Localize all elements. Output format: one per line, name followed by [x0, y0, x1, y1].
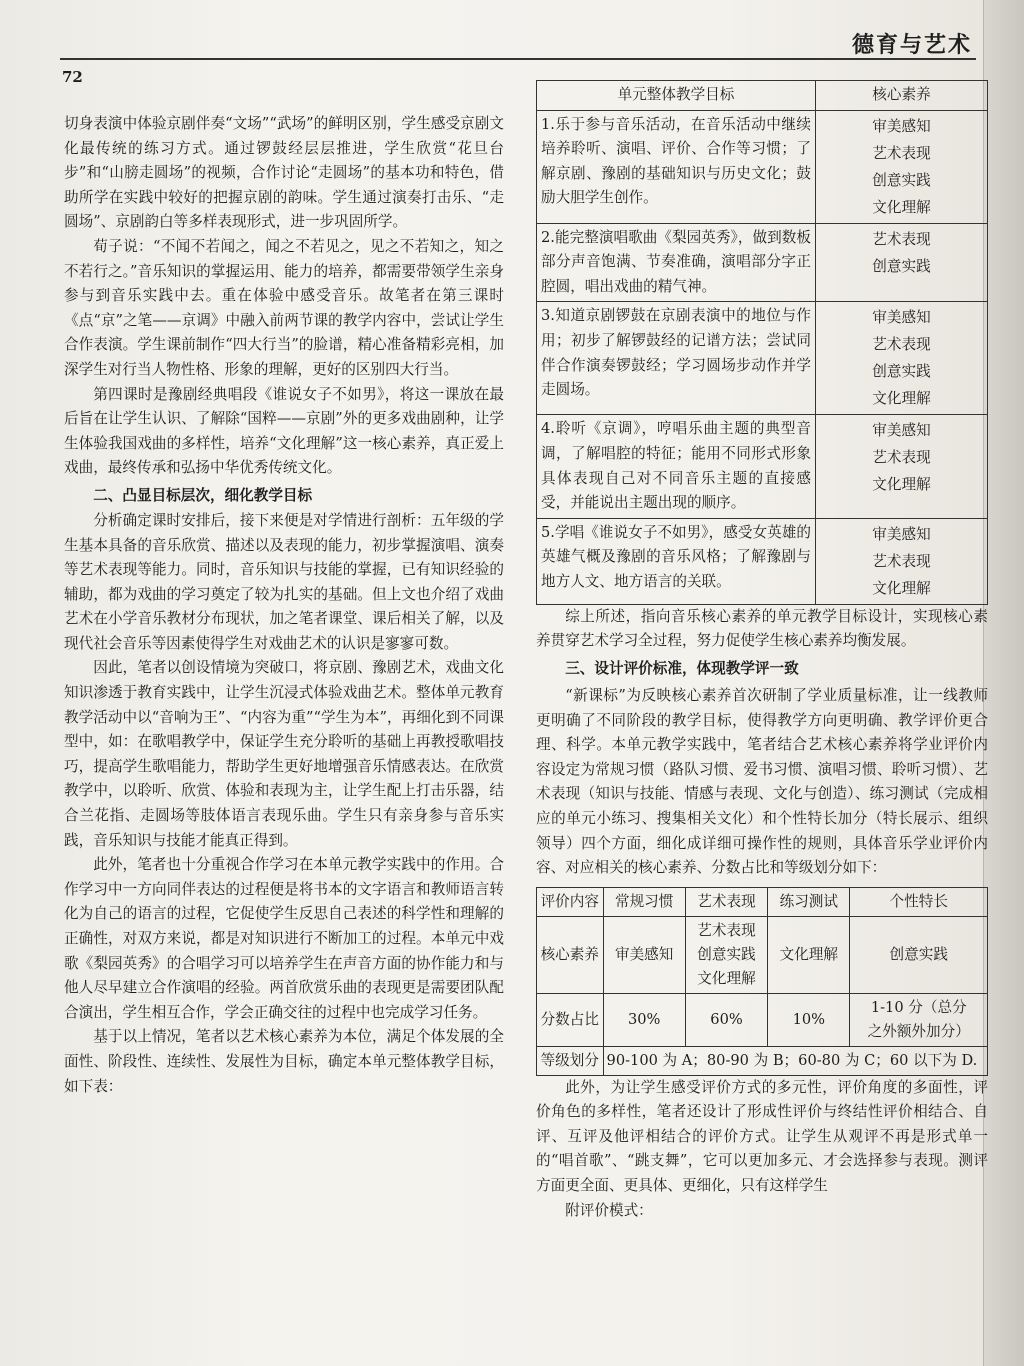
- section-heading: 二、凸显目标层次，细化教学目标: [93, 486, 313, 504]
- literacy-item: 审美感知: [872, 309, 931, 327]
- paragraph: “新课标”为反映核心素养首次研制了学业质量标准，让一线教师更明确了不同阶段的教学目标，使得教学方向更明确、教学评价更合理、科学。本单元教学实践中，笔者结合艺术核心素养将学业评价内容设定为常规习惯（路队习惯、爱书习惯、演唱习惯、聆听习惯）、艺术表现（知识与技能、情感与表现、文化与创造）、练习测试（完成相应的单元小练习、搜集相关文化）和个性特长加分（特长展示、组织领导）四个方面，细化成详细可操作性的规则，具体音乐学业评价内容、对应相关的核心素养、分数占比和等级划分如下：: [536, 686, 988, 877]
- paragraph: 附评价模式：: [565, 1201, 653, 1219]
- eval-cell: 创意实践: [850, 916, 988, 993]
- literacy-item: 创意实践: [872, 257, 931, 275]
- literacy-cell: [816, 415, 988, 518]
- literacy-item: 艺术表现: [872, 230, 931, 248]
- eval-cell-line: 创意实践: [697, 945, 756, 963]
- literacy-item: 艺术表现: [872, 449, 931, 467]
- literacy-item: 审美感知: [872, 422, 931, 440]
- eval-cell: 审美感知: [603, 916, 685, 993]
- table-row: [537, 518, 988, 604]
- eval-cell: 30%: [603, 993, 685, 1046]
- evaluation-table: [536, 887, 988, 1076]
- table-row: [537, 110, 988, 223]
- eval-cell: 10%: [768, 993, 850, 1046]
- literacy-item: 文化理解: [872, 198, 931, 216]
- page-number: 72: [62, 68, 83, 86]
- paragraph: 基于以上情况，笔者以艺术核心素养为本位，满足个体发展的全面性、阶段性、连续性、发展性为目标，确定本单元整体教学目标，如下表：: [64, 1028, 504, 1095]
- goals-table: [536, 80, 988, 605]
- literacy-item: 文化理解: [872, 476, 931, 494]
- literacy-item: 文化理解: [872, 390, 931, 408]
- literacy-item: 艺术表现: [872, 336, 931, 354]
- table-row: [537, 415, 988, 518]
- right-column: [536, 80, 988, 1223]
- eval-cell: [685, 916, 767, 993]
- literacy-cell: [816, 223, 988, 302]
- eval-grade-text: 90-100 为 A；80-90 为 B；60-80 为 C；60 以下为 D.: [603, 1046, 987, 1075]
- literacy-item: 审美感知: [872, 117, 931, 135]
- eval-header: 个性特长: [850, 887, 988, 916]
- literacy-item: 文化理解: [872, 579, 931, 597]
- table-row: [537, 993, 988, 1046]
- literacy-item: 创意实践: [872, 171, 931, 189]
- eval-header: 练习测试: [768, 887, 850, 916]
- eval-header: 常规习惯: [603, 887, 685, 916]
- eval-cell-line: 1-10 分（总分: [870, 998, 967, 1016]
- table-row: [537, 916, 988, 993]
- paragraph: 综上所述，指向音乐核心素养的单元教学目标设计，实现核心素养贯穿艺术学习全过程，努力促使学生核心素养均衡发展。: [536, 607, 988, 650]
- paragraph: 切身表演中体验京剧伴奏“文场”“武场”的鲜明区别，学生感受京剧文化最传统的练习方式。通过锣鼓经层层推进，学生欣赏“花旦台步”和“山膀走圆场”的视频，合作讨论“走圆场”的基本功和特色，借助所学在实践中较好的把握京剧的韵味。学生通过演奏打击乐、“走圆场”、京剧韵白等多样表现形式，进一步巩固所学。: [64, 115, 504, 231]
- literacy-cell: [816, 518, 988, 604]
- goals-header-literacy: 核心素养: [816, 81, 988, 111]
- eval-row-label: 等级划分: [537, 1046, 604, 1075]
- header-rule: [60, 58, 976, 60]
- paragraph: 第四课时是豫剧经典唱段《谁说女子不如男》，将这一课放在最后旨在让学生认识、了解除“国粹——京剧”外的更多戏曲剧种，让学生体验我国戏曲的多样性，培养“文化理解”这一核心素养，真正爱上戏曲，最终传承和弘扬中华优秀传统文化。: [64, 385, 504, 477]
- literacy-item: 艺术表现: [872, 552, 931, 570]
- section-heading: 三、设计评价标准，体现教学评一致: [565, 659, 799, 677]
- section-title: 德育与艺术: [851, 33, 972, 58]
- literacy-item: 艺术表现: [872, 144, 931, 162]
- table-row: [537, 223, 988, 302]
- eval-cell-line: 艺术表现: [697, 921, 756, 939]
- eval-row-label: 核心素养: [537, 916, 604, 993]
- literacy-item: 审美感知: [872, 525, 931, 543]
- adjacent-page-edge: [983, 0, 1024, 1366]
- literacy-item: 创意实践: [872, 363, 931, 381]
- paragraph: 此外，为让学生感受评价方式的多元性，评价角度的多面性，评价角色的多样性，笔者还设计了形成性评价与终结性评价相结合、自评、互评及他评相结合的评价方式。让学生从观评不再是形式单一的“唱首歌”、“跳支舞”，它可以更加多元、才会选择参与表现。测评方面更全面、更具体、更细化，只有这样学生: [536, 1078, 988, 1195]
- table-row: [537, 1046, 988, 1075]
- goal-text: 4.聆听《京调》，哼唱乐曲主题的典型音调，了解唱腔的特征；能用不同形式形象具体表现自己对不同音乐主题的直接感受，并能说出主题出现的顺序。: [537, 415, 816, 518]
- eval-cell-line: 之外额外加分）: [867, 1022, 970, 1040]
- goal-text: 5.学唱《谁说女子不如男》，感受女英雄的英雄气概及豫剧的音乐风格；了解豫剧与地方人文、地方语言的关联。: [537, 518, 816, 604]
- eval-header: 评价内容: [537, 887, 604, 916]
- literacy-cell: [816, 110, 988, 223]
- literacy-cell: [816, 302, 988, 415]
- eval-cell: [850, 993, 988, 1046]
- paragraph: 荀子说：“不闻不若闻之，闻之不若见之，见之不若知之，知之不若行之。”音乐知识的掌握运用、能力的培养，都需要带领学生亲身参与到音乐实践中去。重在体验中感受音乐。故笔者在第三课时《点“京”之笔——京调》中融入前两节课的教学内容中，尝试让学生合作表演。学生课前制作“四大行当”的脸谱，精心准备精彩亮相，加深学生对行当人物性格、形象的理解，更好的区别四大行当。: [64, 237, 504, 378]
- goal-text: 3.知道京剧锣鼓在京剧表演中的地位与作用；初步了解锣鼓经的记谱方法；尝试同伴合作演奏锣鼓经；学习圆场步动作并学走圆场。: [537, 302, 816, 415]
- eval-cell: 60%: [685, 993, 767, 1046]
- paragraph: 因此，笔者以创设情境为突破口，将京剧、豫剧艺术，戏曲文化知识渗透于教育实践中，让学生沉浸式体验戏曲艺术。整体单元教育教学活动中以“音响为王”、“内容为重”“学生为本”，再细化到不同课型中，如：在歌唱教学中，保证学生充分聆听的基础上再教授歌唱技巧，提高学生歌唱能力，帮助学生更好地增强音乐情感表达。在欣赏教学中，以聆听、欣赏、体验和表现为主，让学生配上打击乐器，结合兰花指、走圆场等肢体语言表现乐曲。学生只有亲身参与音乐实践，音乐知识与技能才能真正得到。: [64, 659, 504, 849]
- paragraph: 分析确定课时安排后，接下来便是对学情进行剖析：五年级的学生基本具备的音乐欣赏、描述以及表现的能力，初步掌握演唱、演奏等艺术表现等能力。同时，音乐知识与技能的掌握，已有知识经验的辅助，都为戏曲的学习奠定了较为扎实的基础。但上文也介绍了戏曲艺术在小学音乐教材分布现状，加之笔者课堂、课后相关了解，以及现代社会音乐等因素使得学生对戏曲艺术的认识是寥寥可数。: [64, 511, 504, 652]
- eval-cell: 文化理解: [768, 916, 850, 993]
- goal-text: 1.乐于参与音乐活动，在音乐活动中继续培养聆听、演唱、评价、合作等习惯；了解京剧、豫剧的基础知识与历史文化；鼓励大胆学生创作。: [537, 110, 816, 223]
- table-row: [537, 887, 988, 916]
- table-row: [537, 302, 988, 415]
- left-column: [64, 112, 504, 1099]
- goal-text: 2.能完整演唱歌曲《梨园英秀》，做到数板部分声音饱满、节奏准确，演唱部分字正腔圆，唱出戏曲的精气神。: [537, 223, 816, 302]
- paragraph: 此外，笔者也十分重视合作学习在本单元教学实践中的作用。合作学习中一方向同伴表达的过程便是将书本的文字语言和教师语言转化为自己的语言的过程，它促使学生反思自己表述的科学性和理解的正确性，对双方来说，都是对知识进行不断加工的过程。本单元中戏歌《梨园英秀》的合唱学习可以培养学生在声音方面的协作能力和与他人尽早建立合作演唱的经验。两首欣赏乐曲的表现更是需要团队配合演出，学生相互合作，学会正确交往的过程中也完成学习任务。: [64, 856, 504, 1021]
- eval-row-label: 分数占比: [537, 993, 604, 1046]
- goals-header-goal: 单元整体教学目标: [537, 81, 816, 111]
- eval-cell-line: 文化理解: [697, 969, 756, 987]
- eval-header: 艺术表现: [685, 887, 767, 916]
